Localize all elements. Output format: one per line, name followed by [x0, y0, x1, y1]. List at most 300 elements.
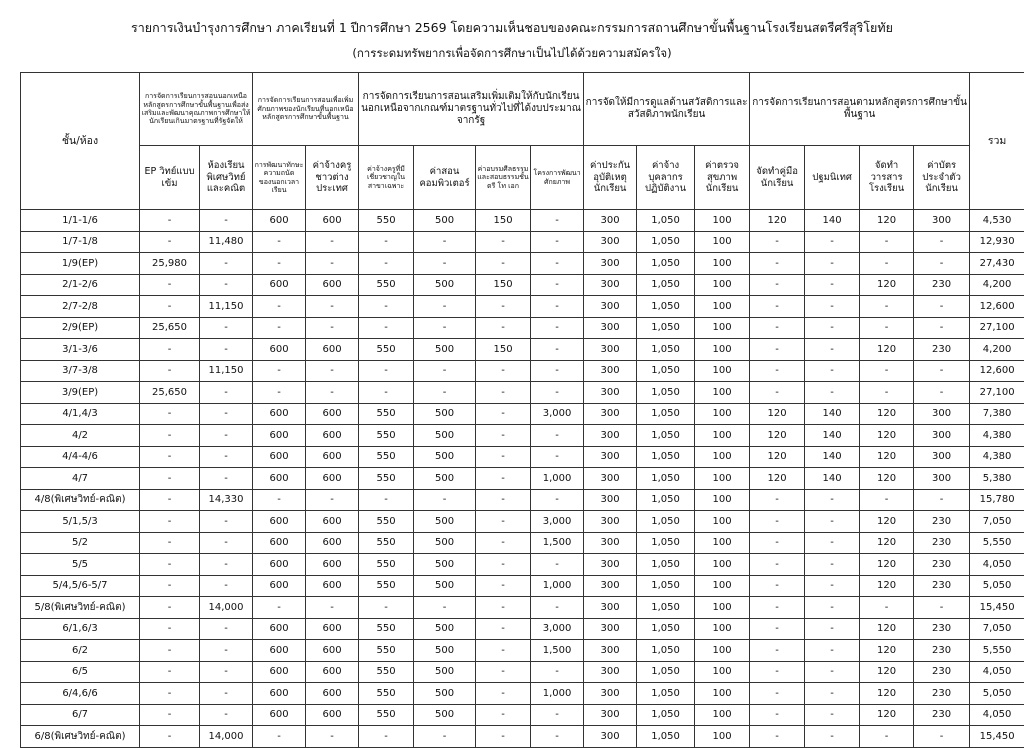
- fee-cell: -: [200, 575, 253, 597]
- fee-cell: 100: [695, 296, 750, 318]
- fee-cell: -: [359, 296, 414, 318]
- fee-cell: -: [914, 317, 970, 339]
- col-header: จัดทำวารสารโรงเรียน: [860, 146, 914, 210]
- fee-cell: 100: [695, 704, 750, 726]
- fee-cell: 25,650: [140, 317, 200, 339]
- fee-cell: 230: [914, 575, 970, 597]
- fee-cell: 1,050: [637, 511, 695, 533]
- fee-cell: -: [140, 661, 200, 683]
- fee-cell: -: [805, 317, 860, 339]
- fee-cell: -: [140, 296, 200, 318]
- fee-cell: -: [750, 597, 805, 619]
- fee-cell: -: [140, 554, 200, 576]
- fee-cell: 300: [584, 661, 637, 683]
- fee-cell: 150: [476, 274, 531, 296]
- fee-cell: -: [253, 597, 306, 619]
- fee-cell: 600: [253, 575, 306, 597]
- fee-cell: -: [414, 231, 476, 253]
- col-header: จัดทำคู่มือนักเรียน: [750, 146, 805, 210]
- fee-cell: 300: [584, 210, 637, 232]
- fee-cell: -: [750, 618, 805, 640]
- fee-cell: 150: [476, 210, 531, 232]
- fee-cell: -: [914, 382, 970, 404]
- fee-cell: 500: [414, 704, 476, 726]
- table-row: [21, 425, 1024, 447]
- fee-cell: 1,500: [531, 640, 584, 662]
- document-subtitle: (การระดมทรัพยากรเพื่อจัดการศึกษาเป็นไปได้ด้วยความสมัครใจ): [0, 45, 1024, 63]
- fee-cell: 1,050: [637, 618, 695, 640]
- fee-cell: -: [200, 661, 253, 683]
- fee-cell: -: [750, 554, 805, 576]
- fee-cell: 300: [584, 554, 637, 576]
- fee-cell: 1,050: [637, 704, 695, 726]
- fee-cell: -: [253, 360, 306, 382]
- fee-cell: -: [476, 554, 531, 576]
- fee-cell: 140: [805, 425, 860, 447]
- fee-cell: 120: [860, 446, 914, 468]
- room-header: ชั้น/ห้อง: [21, 73, 140, 210]
- col-header: การพัฒนาทักษะความถนัดของนอกเวลาเรียน: [253, 146, 306, 210]
- fee-cell: 600: [253, 210, 306, 232]
- fee-cell: -: [140, 575, 200, 597]
- fee-cell: -: [531, 726, 584, 748]
- fee-cell: -: [414, 382, 476, 404]
- fee-cell: -: [476, 468, 531, 490]
- fee-cell: -: [914, 726, 970, 748]
- fee-cell: 600: [253, 468, 306, 490]
- total-cell: 4,050: [970, 554, 1024, 576]
- fee-cell: 230: [914, 661, 970, 683]
- fee-cell: -: [359, 360, 414, 382]
- fee-cell: 120: [750, 468, 805, 490]
- room-cell: 2/7-2/8: [21, 296, 140, 318]
- fee-cell: -: [476, 425, 531, 447]
- fee-cell: 120: [860, 274, 914, 296]
- fee-cell: -: [531, 597, 584, 619]
- fee-cell: 100: [695, 575, 750, 597]
- fee-cell: 140: [805, 210, 860, 232]
- fee-cell: 300: [584, 425, 637, 447]
- fee-cell: 500: [414, 210, 476, 232]
- fee-cell: -: [531, 704, 584, 726]
- table-row: [21, 597, 1024, 619]
- room-cell: 6/5: [21, 661, 140, 683]
- fee-cell: 1,050: [637, 403, 695, 425]
- fee-cell: -: [414, 296, 476, 318]
- room-cell: 5/8(พิเศษวิทย์-คณิต): [21, 597, 140, 619]
- fee-cell: 100: [695, 661, 750, 683]
- fee-cell: 300: [914, 425, 970, 447]
- fee-cell: -: [253, 253, 306, 275]
- fee-cell: -: [914, 360, 970, 382]
- fee-cell: 3,000: [531, 618, 584, 640]
- table-row: [21, 231, 1024, 253]
- room-cell: 5/1,5/3: [21, 511, 140, 533]
- fee-cell: 300: [584, 382, 637, 404]
- fee-cell: 100: [695, 253, 750, 275]
- fee-cell: -: [914, 597, 970, 619]
- fee-cell: -: [306, 253, 359, 275]
- fee-cell: -: [531, 489, 584, 511]
- fee-cell: -: [140, 446, 200, 468]
- fee-cell: -: [914, 253, 970, 275]
- room-cell: 6/2: [21, 640, 140, 662]
- fee-cell: 120: [750, 210, 805, 232]
- fee-cell: 14,000: [200, 726, 253, 748]
- fee-cell: 600: [306, 468, 359, 490]
- fee-cell: 1,000: [531, 575, 584, 597]
- fee-cell: 300: [584, 618, 637, 640]
- fee-cell: -: [200, 253, 253, 275]
- fee-cell: -: [476, 446, 531, 468]
- fee-cell: -: [200, 640, 253, 662]
- fee-cell: -: [914, 489, 970, 511]
- room-cell: 1/9(EP): [21, 253, 140, 275]
- table-row: [21, 274, 1024, 296]
- fee-cell: 11,150: [200, 296, 253, 318]
- fee-cell: 100: [695, 489, 750, 511]
- fee-cell: -: [750, 382, 805, 404]
- fee-cell: -: [805, 296, 860, 318]
- fee-cell: 300: [584, 339, 637, 361]
- fee-cell: -: [306, 296, 359, 318]
- fee-cell: 300: [584, 511, 637, 533]
- fee-cell: -: [805, 597, 860, 619]
- room-cell: 6/1,6/3: [21, 618, 140, 640]
- table-row: [21, 468, 1024, 490]
- fee-cell: 1,050: [637, 210, 695, 232]
- table-row: [21, 661, 1024, 683]
- fee-cell: 100: [695, 317, 750, 339]
- fee-cell: 25,650: [140, 382, 200, 404]
- fee-cell: 1,050: [637, 425, 695, 447]
- fee-cell: 120: [860, 468, 914, 490]
- fee-cell: -: [306, 231, 359, 253]
- fee-cell: -: [200, 618, 253, 640]
- fee-cell: 500: [414, 274, 476, 296]
- fee-cell: -: [750, 360, 805, 382]
- total-cell: 4,380: [970, 425, 1024, 447]
- room-cell: 3/9(EP): [21, 382, 140, 404]
- fee-cell: 14,330: [200, 489, 253, 511]
- fee-cell: -: [359, 382, 414, 404]
- fee-cell: 140: [805, 446, 860, 468]
- total-cell: 5,380: [970, 468, 1024, 490]
- fee-cell: 600: [306, 274, 359, 296]
- fee-cell: 1,050: [637, 661, 695, 683]
- fee-cell: -: [805, 231, 860, 253]
- fee-cell: -: [200, 468, 253, 490]
- room-cell: 5/2: [21, 532, 140, 554]
- fee-cell: 300: [584, 683, 637, 705]
- fee-cell: 230: [914, 511, 970, 533]
- table-row: [21, 210, 1024, 232]
- fee-cell: 120: [750, 425, 805, 447]
- fee-cell: -: [476, 253, 531, 275]
- room-cell: 3/1-3/6: [21, 339, 140, 361]
- table-row: [21, 339, 1024, 361]
- fee-cell: 550: [359, 683, 414, 705]
- fee-cell: -: [476, 726, 531, 748]
- fee-cell: -: [750, 339, 805, 361]
- fee-cell: -: [306, 317, 359, 339]
- fee-cell: -: [750, 661, 805, 683]
- col-header: ห้องเรียนพิเศษวิทย์และคณิต: [200, 146, 253, 210]
- fee-cell: -: [805, 618, 860, 640]
- fee-cell: -: [140, 425, 200, 447]
- total-cell: 5,050: [970, 575, 1024, 597]
- fee-cell: -: [750, 231, 805, 253]
- total-cell: 4,200: [970, 274, 1024, 296]
- fee-cell: 600: [253, 618, 306, 640]
- fee-cell: 140: [805, 468, 860, 490]
- fee-cell: 300: [584, 253, 637, 275]
- fee-cell: -: [359, 317, 414, 339]
- fee-cell: -: [531, 360, 584, 382]
- fee-cell: 1,050: [637, 683, 695, 705]
- fee-cell: 600: [306, 210, 359, 232]
- fee-cell: 550: [359, 575, 414, 597]
- total-cell: 7,050: [970, 511, 1024, 533]
- col-header: ค่าอบรมศีลธรรมและสอบธรรมชั้น ตรี โท เอก: [476, 146, 531, 210]
- fee-cell: -: [805, 489, 860, 511]
- fee-cell: -: [200, 532, 253, 554]
- fee-cell: -: [200, 683, 253, 705]
- fee-cell: 1,050: [637, 296, 695, 318]
- fee-cell: 230: [914, 704, 970, 726]
- fee-cell: 500: [414, 661, 476, 683]
- fee-cell: 120: [860, 640, 914, 662]
- fee-cell: -: [531, 210, 584, 232]
- fee-cell: -: [359, 489, 414, 511]
- fee-cell: -: [200, 382, 253, 404]
- fee-cell: -: [476, 403, 531, 425]
- fee-cell: 600: [306, 618, 359, 640]
- col-header: ค่าจ้างครูชาวต่างประเทศ: [306, 146, 359, 210]
- table-row: [21, 253, 1024, 275]
- fee-cell: 600: [253, 446, 306, 468]
- fee-cell: 14,000: [200, 597, 253, 619]
- fee-cell: -: [476, 317, 531, 339]
- fee-cell: -: [860, 231, 914, 253]
- fee-cell: 550: [359, 274, 414, 296]
- fee-cell: 1,000: [531, 468, 584, 490]
- total-cell: 15,450: [970, 597, 1024, 619]
- fee-cell: 1,050: [637, 640, 695, 662]
- fee-cell: -: [306, 382, 359, 404]
- fee-cell: -: [805, 382, 860, 404]
- fee-cell: 550: [359, 403, 414, 425]
- total-cell: 5,550: [970, 640, 1024, 662]
- fee-cell: 600: [306, 704, 359, 726]
- fee-cell: 1,500: [531, 532, 584, 554]
- fee-cell: -: [476, 683, 531, 705]
- fee-cell: -: [860, 597, 914, 619]
- fee-cell: 300: [914, 468, 970, 490]
- col-header: ค่าจ้างครูที่มีเชี่ยวชาญในสาขาเฉพาะ: [359, 146, 414, 210]
- fee-cell: -: [306, 489, 359, 511]
- fee-cell: 1,050: [637, 468, 695, 490]
- fee-cell: -: [414, 726, 476, 748]
- table-row: [21, 317, 1024, 339]
- fee-cell: -: [253, 382, 306, 404]
- fee-cell: -: [476, 296, 531, 318]
- fee-cell: -: [140, 274, 200, 296]
- fee-cell: 300: [584, 231, 637, 253]
- fee-cell: -: [140, 468, 200, 490]
- fee-cell: -: [805, 726, 860, 748]
- fee-cell: -: [750, 683, 805, 705]
- fee-cell: -: [476, 661, 531, 683]
- fee-cell: -: [750, 704, 805, 726]
- fee-cell: -: [200, 554, 253, 576]
- fee-cell: 100: [695, 726, 750, 748]
- total-cell: 4,050: [970, 704, 1024, 726]
- fee-cell: -: [140, 489, 200, 511]
- fee-cell: 100: [695, 683, 750, 705]
- fee-cell: -: [476, 575, 531, 597]
- total-cell: 4,200: [970, 339, 1024, 361]
- fee-cell: 600: [253, 339, 306, 361]
- fee-cell: -: [200, 425, 253, 447]
- fee-cell: 550: [359, 468, 414, 490]
- fee-cell: -: [253, 726, 306, 748]
- fee-cell: 550: [359, 511, 414, 533]
- table-row: [21, 382, 1024, 404]
- fee-cell: -: [531, 425, 584, 447]
- fee-cell: 600: [253, 425, 306, 447]
- document-title: รายการเงินบำรุงการศึกษา ภาคเรียนที่ 1 ปีการศึกษา 2569 โดยความเห็นชอบของคณะกรรมการสถานศึกษาขั้นพื้นฐานโรงเรียนสตรีศรีสุริโยทัย: [0, 18, 1024, 38]
- fee-cell: 100: [695, 231, 750, 253]
- fee-cell: 1,050: [637, 274, 695, 296]
- fee-cell: -: [476, 640, 531, 662]
- room-cell: 4/8(พิเศษวิทย์-คณิต): [21, 489, 140, 511]
- fee-cell: -: [805, 339, 860, 361]
- fee-cell: 3,000: [531, 511, 584, 533]
- fee-cell: -: [140, 511, 200, 533]
- col-header: ค่าสอนคอมพิวเตอร์: [414, 146, 476, 210]
- fee-cell: 500: [414, 618, 476, 640]
- fee-cell: 1,050: [637, 726, 695, 748]
- fee-cell: -: [140, 210, 200, 232]
- fee-cell: -: [750, 296, 805, 318]
- fee-cell: 300: [914, 446, 970, 468]
- fee-cell: -: [200, 511, 253, 533]
- table-row: [21, 489, 1024, 511]
- fee-cell: 230: [914, 683, 970, 705]
- fee-cell: 1,050: [637, 575, 695, 597]
- room-cell: 4/2: [21, 425, 140, 447]
- fee-cell: 230: [914, 554, 970, 576]
- fee-cell: -: [805, 360, 860, 382]
- fee-table-body: [21, 210, 1024, 748]
- fee-cell: -: [476, 360, 531, 382]
- table-row: [21, 618, 1024, 640]
- total-cell: 12,930: [970, 231, 1024, 253]
- fee-cell: -: [531, 317, 584, 339]
- fee-cell: 550: [359, 532, 414, 554]
- col-header: โครงการพัฒนาศักยภาพ: [531, 146, 584, 210]
- fee-cell: -: [414, 489, 476, 511]
- fee-cell: 100: [695, 554, 750, 576]
- room-cell: 1/1-1/6: [21, 210, 140, 232]
- fee-cell: 120: [860, 339, 914, 361]
- fee-cell: 120: [860, 683, 914, 705]
- room-cell: 4/1,4/3: [21, 403, 140, 425]
- fee-cell: -: [253, 317, 306, 339]
- fee-cell: 120: [750, 403, 805, 425]
- fee-cell: -: [531, 554, 584, 576]
- fee-cell: -: [860, 360, 914, 382]
- fee-cell: -: [476, 511, 531, 533]
- table-row: [21, 532, 1024, 554]
- fee-cell: 600: [306, 532, 359, 554]
- fee-cell: 600: [253, 532, 306, 554]
- fee-cell: -: [805, 274, 860, 296]
- room-cell: 6/4,6/6: [21, 683, 140, 705]
- fee-cell: 600: [306, 575, 359, 597]
- fee-cell: 1,050: [637, 382, 695, 404]
- total-cell: 4,380: [970, 446, 1024, 468]
- group-header-3: การจัดการเรียนการสอนเสริมเพิ่มเติมให้กับนักเรียนนอกเหนือจากเกณฑ์มาตรฐานทั่วไปที่ได้งบประมาณจากรัฐ: [359, 73, 584, 146]
- fee-cell: 300: [584, 468, 637, 490]
- room-cell: 4/7: [21, 468, 140, 490]
- fee-cell: -: [750, 532, 805, 554]
- fee-cell: 120: [860, 661, 914, 683]
- group-header-1: การจัดการเรียนการสอนนอกเหนือหลักสูตรการศึกษาขั้นพื้นฐานเพื่อส่งเสริมและพัฒนาคุณภาพการศึกษาให้นักเรียนเกินมาตรฐานที่รัฐจัดให้: [140, 73, 253, 146]
- fee-cell: 600: [306, 511, 359, 533]
- room-cell: 5/4,5/6-5/7: [21, 575, 140, 597]
- fee-cell: -: [860, 317, 914, 339]
- fee-cell: -: [140, 597, 200, 619]
- fee-cell: 1,050: [637, 446, 695, 468]
- fee-cell: 230: [914, 532, 970, 554]
- fee-cell: -: [805, 532, 860, 554]
- fee-cell: -: [414, 317, 476, 339]
- fee-cell: -: [531, 339, 584, 361]
- table-row: [21, 575, 1024, 597]
- fee-cell: 500: [414, 575, 476, 597]
- fee-cell: -: [531, 274, 584, 296]
- fee-cell: -: [306, 726, 359, 748]
- fee-cell: 25,980: [140, 253, 200, 275]
- fee-cell: 1,050: [637, 597, 695, 619]
- fee-cell: -: [750, 489, 805, 511]
- fee-cell: 1,000: [531, 683, 584, 705]
- fee-table: [20, 72, 1024, 748]
- fee-cell: 500: [414, 640, 476, 662]
- fee-cell: -: [359, 597, 414, 619]
- fee-cell: 120: [750, 446, 805, 468]
- fee-cell: 120: [860, 575, 914, 597]
- fee-cell: 100: [695, 339, 750, 361]
- fee-cell: 140: [805, 403, 860, 425]
- fee-cell: 230: [914, 618, 970, 640]
- total-cell: 5,050: [970, 683, 1024, 705]
- fee-cell: -: [414, 597, 476, 619]
- fee-cell: 3,000: [531, 403, 584, 425]
- fee-cell: 1,050: [637, 554, 695, 576]
- fee-cell: 600: [306, 339, 359, 361]
- fee-cell: 550: [359, 554, 414, 576]
- room-cell: 3/7-3/8: [21, 360, 140, 382]
- fee-cell: 550: [359, 446, 414, 468]
- fee-cell: -: [476, 532, 531, 554]
- fee-cell: -: [306, 360, 359, 382]
- fee-cell: -: [531, 296, 584, 318]
- fee-cell: -: [476, 704, 531, 726]
- fee-cell: -: [476, 382, 531, 404]
